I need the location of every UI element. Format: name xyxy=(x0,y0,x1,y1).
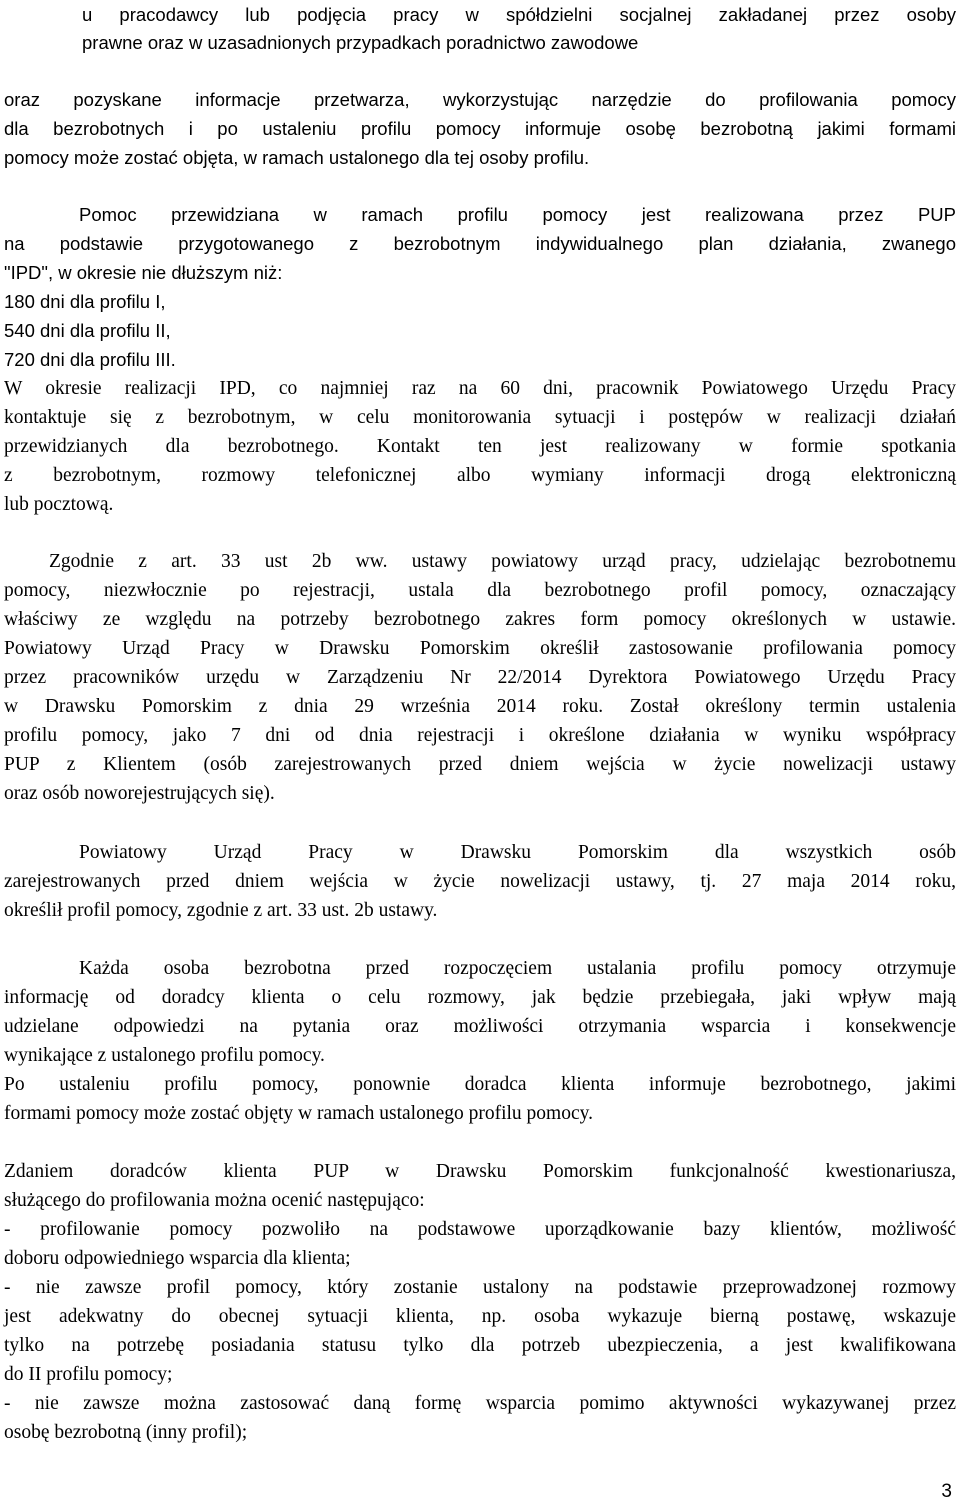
text-line: u pracodawcy lub podjęcia pracy w spółdzielni socjalnej zakładanej przez osoby xyxy=(82,4,956,25)
text-line: 720 dni dla profilu III. xyxy=(4,349,176,370)
text-line: osobę bezrobotną (inny profil); xyxy=(4,1422,248,1443)
text-line: doboru odpowiedniego wsparcia dla klienta; xyxy=(4,1248,351,1269)
text-line: Powiatowy Urząd Pracy w Drawsku Pomorskim określił zastosowanie profilowania pomocy xyxy=(4,638,956,659)
text-line: do II profilu pomocy; xyxy=(4,1364,173,1385)
text-line: W okresie realizacji IPD, co najmniej raz na 60 dni, pracownik Powiatowego Urzędu Pracy xyxy=(4,378,956,399)
text-line: Zdaniem doradców klienta PUP w Drawsku Pomorskim funkcjonalność kwestionariusza, xyxy=(4,1161,956,1182)
text-line: na podstawie przygotowanego z bezrobotnym indywidualnego plan działania, zwanego xyxy=(4,233,956,254)
page-number: 3 xyxy=(941,1481,952,1502)
text-line: Każda osoba bezrobotna przed rozpoczęciem ustalania profilu pomocy otrzymuje xyxy=(79,958,956,979)
text-line: oraz osób noworejestrujących się). xyxy=(4,783,275,804)
text-line: służącego do profilowania można ocenić następująco: xyxy=(4,1190,425,1211)
text-line: z bezrobotnym, rozmowy telefonicznej albo wymiany informacji drogą elektroniczną xyxy=(4,465,956,486)
text-line: właściwy ze względu na potrzeby bezrobotnego zakres form pomocy określonych w ustawie. xyxy=(4,609,956,630)
text-line: "IPD", w okresie nie dłuższym niż: xyxy=(4,262,283,283)
text-line: 540 dni dla profilu II, xyxy=(4,320,171,341)
text-line: 180 dni dla profilu I, xyxy=(4,291,166,312)
text-line: Pomoc przewidziana w ramach profilu pomocy jest realizowana przez PUP xyxy=(79,204,956,225)
text-line: lub pocztową. xyxy=(4,494,114,515)
text-line: - nie zawsze profil pomocy, który zostanie ustalony na podstawie przeprowadzonej rozmowy xyxy=(4,1277,956,1298)
text-line: dla bezrobotnych i po ustaleniu profilu pomocy informuje osobę bezrobotną jakimi formami xyxy=(4,118,956,139)
text-line: - nie zawsze można zastosować daną formę wsparcia pomimo aktywności wykazywanej przez xyxy=(4,1393,956,1414)
text-line: tylko na potrzebę posiadania statusu tylko dla potrzeb ubezpieczenia, a jest kwalifikowana xyxy=(4,1335,956,1356)
text-line: formami pomocy może zostać objęty w ramach ustalonego profilu pomocy. xyxy=(4,1103,593,1124)
text-line: PUP z Klientem (osób zarejestrowanych przed dniem wejścia w życie nowelizacji ustawy xyxy=(4,754,956,775)
text-line: Po ustaleniu profilu pomocy, ponownie doradca klienta informuje bezrobotnego, jakimi xyxy=(4,1074,956,1095)
text-line: pomocy, niezwłocznie po rejestracji, ustala dla bezrobotnego profil pomocy, oznaczający xyxy=(4,580,956,601)
text-line: - profilowanie pomocy pozwoliło na podstawowe uporządkowanie bazy klientów, możliwość xyxy=(4,1219,956,1240)
text-line: przez pracowników urzędu w Zarządzeniu Nr 22/2014 Dyrektora Powiatowego Urzędu Pracy xyxy=(4,667,956,688)
text-line: w Drawsku Pomorskim z dnia 29 września 2014 roku. Został określony termin ustalenia xyxy=(4,696,956,717)
text-line: zarejestrowanych przed dniem wejścia w życie nowelizacji ustawy, tj. 27 maja 2014 roku, xyxy=(4,871,956,892)
text-line: kontaktuje się z bezrobotnym, w celu monitorowania sytuacji i postępów w realizacji działań xyxy=(4,407,956,428)
text-line: pomocy może zostać objęta, w ramach ustalonego dla tej osoby profilu. xyxy=(4,147,590,168)
text-line: prawne oraz w uzasadnionych przypadkach poradnictwo zawodowe xyxy=(82,32,639,53)
text-line: oraz pozyskane informacje przetwarza, wykorzystując narzędzie do profilowania pomocy xyxy=(4,89,956,110)
text-line: profilu pomocy, jako 7 dni od dnia rejestracji i określone działania w wyniku współpracy xyxy=(4,725,956,746)
text-line: określił profil pomocy, zgodnie z art. 33 ust. 2b ustawy. xyxy=(4,900,438,921)
text-line: Powiatowy Urząd Pracy w Drawsku Pomorskim dla wszystkich osób xyxy=(79,842,956,863)
text-line: przewidzianych dla bezrobotnego. Kontakt ten jest realizowany w formie spotkania xyxy=(4,436,956,457)
text-line: informację od doradcy klienta o celu rozmowy, jak będzie przebiegała, jaki wpływ mają xyxy=(4,987,956,1008)
text-line: jest adekwatny do obecnej sytuacji klienta, np. osoba wykazuje bierną postawę, wskazuje xyxy=(4,1306,956,1327)
text-line: udzielane odpowiedzi na pytania oraz możliwości otrzymania wsparcia i konsekwencje xyxy=(4,1016,956,1037)
text-line: wynikające z ustalonego profilu pomocy. xyxy=(4,1045,325,1066)
text-line: Zgodnie z art. 33 ust 2b ww. ustawy powiatowy urząd pracy, udzielając bezrobotnemu xyxy=(49,551,956,572)
